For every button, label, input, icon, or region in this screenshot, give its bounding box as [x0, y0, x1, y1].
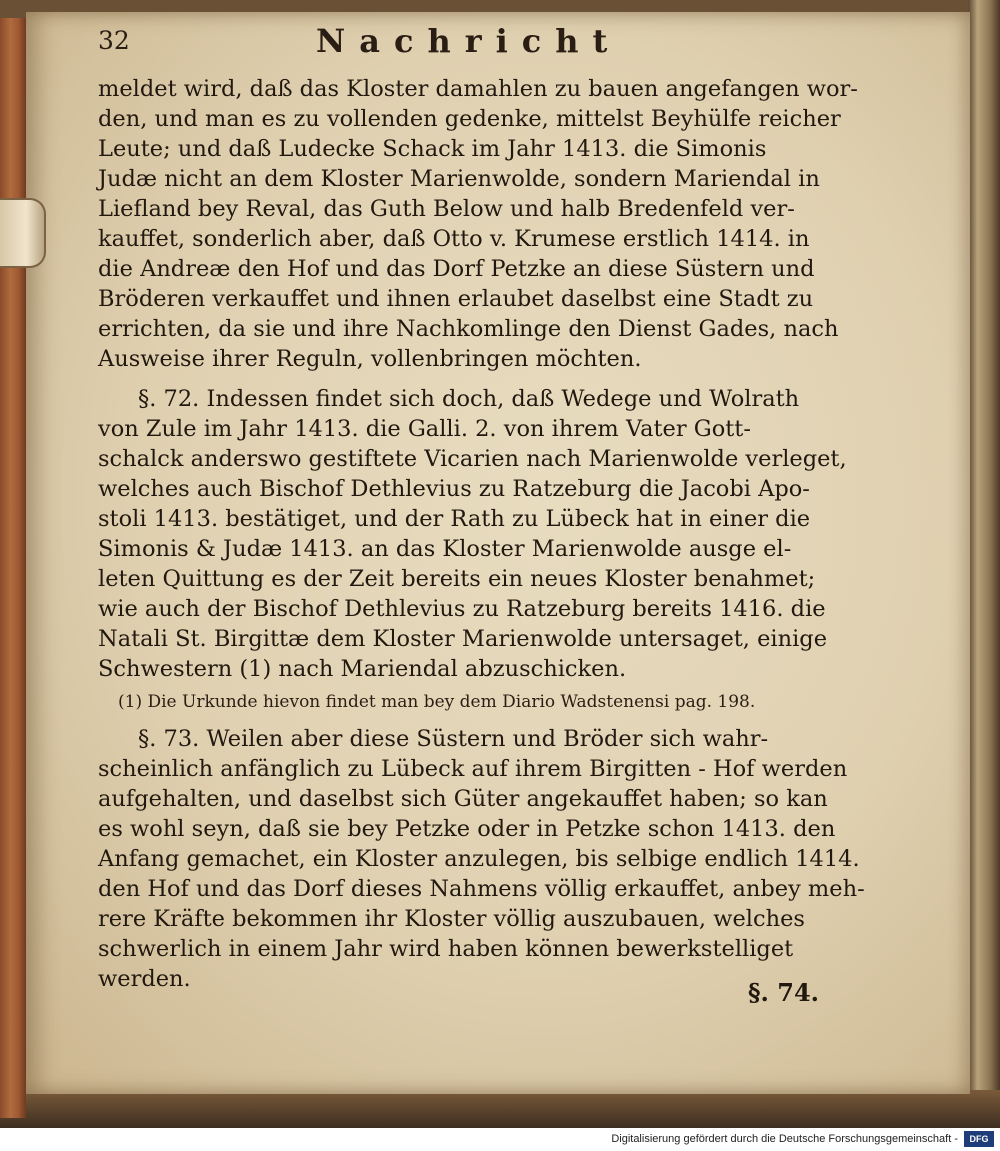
body-line: leten Quittung es der Zeit bereits ein neues Kloster benahmet;: [98, 566, 816, 592]
body-line: aufgehalten, und daselbst sich Güter angekauffet haben; so kan: [98, 786, 828, 812]
body-line: Natali St. Birgittæ dem Kloster Marienwolde untersaget, einige: [98, 626, 828, 652]
body-line: Anfang gemachet, ein Kloster anzulegen, bis selbige endlich 1414.: [98, 846, 860, 872]
running-title: Nachricht: [316, 22, 622, 60]
body-line: schwerlich in einem Jahr wird haben können bewerkstelliget: [98, 936, 794, 962]
footer-bar: [0, 1128, 1000, 1151]
book-edge-right: [968, 0, 1000, 1128]
body-line: rere Kräfte bekommen ihr Kloster völlig auszubauen, welches: [98, 906, 805, 932]
body-line: Schwestern (1) nach Mariendal abzuschicken.: [98, 656, 627, 682]
dfg-logo-icon: DFG: [964, 1131, 994, 1147]
book-clasp: [0, 198, 46, 268]
body-line: Ausweise ihrer Reguln, vollenbringen möchten.: [98, 346, 642, 372]
footnote: (1) Die Urkunde hievon findet man bey dem Diario Wadstenensi pag. 198.: [118, 692, 756, 712]
body-line: es wohl seyn, daß sie bey Petzke oder in Petzke schon 1413. den: [98, 816, 836, 842]
book-page: [26, 12, 970, 1094]
page-header: [26, 22, 970, 66]
body-line: die Andreæ den Hof und das Dorf Petzke an diese Süstern und: [98, 256, 815, 282]
body-line: schalck anderswo gestiftete Vicarien nach Marienwolde verleget,: [98, 446, 847, 472]
paragraph-72-line: §. 72. Indessen findet sich doch, daß Wedege und Wolrath: [138, 386, 800, 412]
body-line: Bröderen verkauffet und ihnen erlaubet daselbst eine Stadt zu: [98, 286, 814, 312]
body-line: von Zule im Jahr 1413. die Galli. 2. von ihrem Vater Gott-: [98, 416, 751, 442]
body-line: kauffet, sonderlich aber, daß Otto v. Krumese erstlich 1414. in: [98, 226, 810, 252]
body-line: Leute; und daß Ludecke Schack im Jahr 1413. die Simonis: [98, 136, 767, 162]
footer-credit: Digitalisierung gefördert durch die Deutsche Forschungsgemeinschaft -: [611, 1133, 958, 1145]
catchword: §. 74.: [748, 978, 820, 1007]
body-line: den, und man es zu vollenden gedenke, mittelst Beyhülfe reicher: [98, 106, 841, 132]
body-line: stoli 1413. bestätiget, und der Rath zu Lübeck hat in einer die: [98, 506, 811, 532]
body-line: Simonis & Judæ 1413. an das Kloster Marienwolde ausge el-: [98, 536, 792, 562]
body-line: Liefland bey Reval, das Guth Below und halb Bredenfeld ver-: [98, 196, 795, 222]
page-number: 32: [98, 26, 130, 55]
body-line: werden.: [98, 966, 191, 992]
paragraph-73-line: §. 73. Weilen aber diese Süstern und Bröder sich wahr-: [138, 726, 769, 752]
body-line: Judæ nicht an dem Kloster Marienwolde, sondern Mariendal in: [98, 166, 820, 192]
book-edge-left: [0, 18, 26, 1118]
body-line: scheinlich anfänglich zu Lübeck auf ihrem Birgitten - Hof werden: [98, 756, 848, 782]
body-line: errichten, da sie und ihre Nachkomlinge den Dienst Gades, nach: [98, 316, 839, 342]
body-line: meldet wird, daß das Kloster damahlen zu bauen angefangen wor-: [98, 76, 858, 102]
book-edge-bottom: [0, 1090, 1000, 1128]
body-line: welches auch Bischof Dethlevius zu Ratzeburg die Jacobi Apo-: [98, 476, 810, 502]
body-line: den Hof und das Dorf dieses Nahmens völlig erkauffet, anbey meh-: [98, 876, 865, 902]
body-line: wie auch der Bischof Dethlevius zu Ratzeburg bereits 1416. die: [98, 596, 826, 622]
